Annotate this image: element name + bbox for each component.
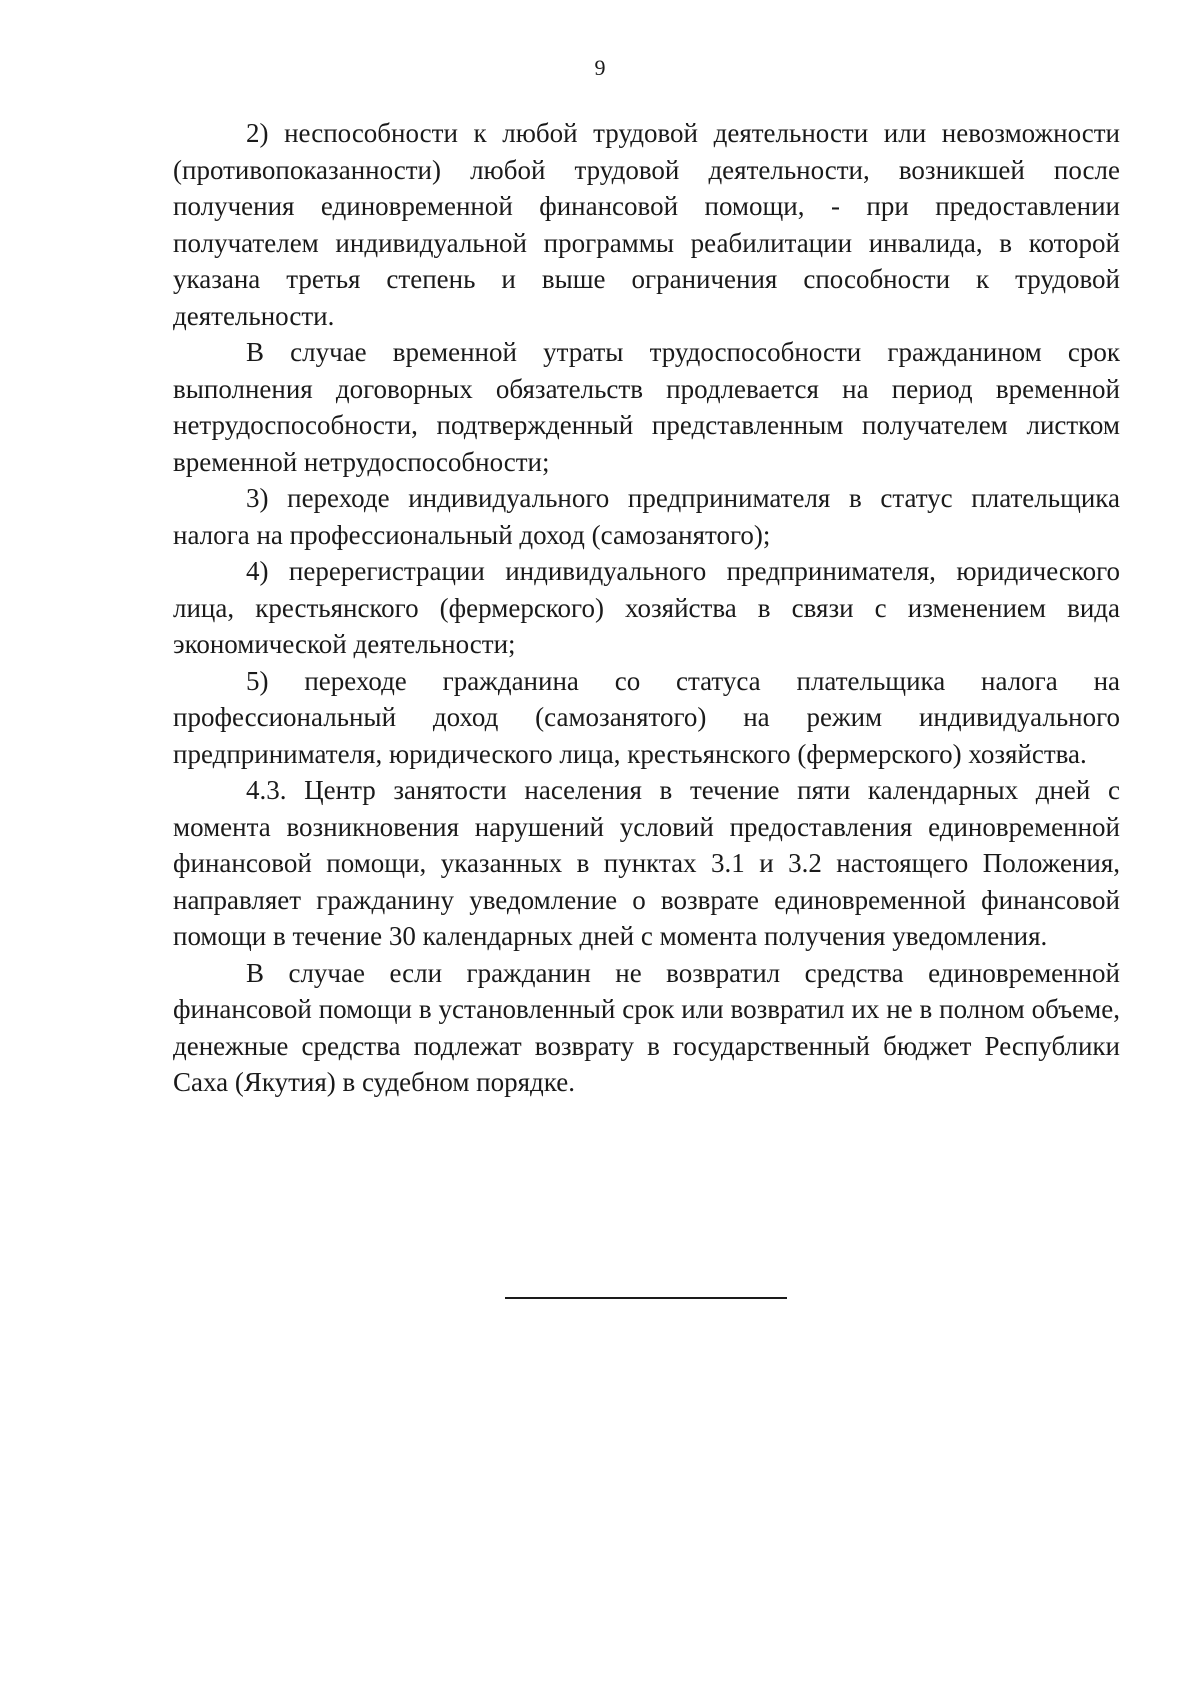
paragraph-temporary-disability: В случае временной утраты трудоспособности гражданином срок выполнения договорных обязательств продлевается на период временной нетрудоспособности, подтвержденный представленным получателем листком временной нетрудоспособности; <box>173 337 1120 477</box>
page-number: 9 <box>594 55 606 80</box>
paragraph-clause-4-3: 4.3. Центр занятости населения в течение пяти календарных дней с момента возникновения нарушений условий предоставления единовременной финансовой помощи, указанных в пунктах 3.1 и 3.2 настоящего Положения, направляет гражданину уведомление о возврате единовременной финансовой помощи в течение 30 календарных дней с момента получения уведомления. <box>173 775 1120 951</box>
paragraph-court-recovery: В случае если гражданин не возвратил средства единовременной финансовой помощи в установленный срок или возвратил их не в полном объеме, денежные средства подлежат возврату в государственный бюджет Республики Саха (Якутия) в судебном порядке. <box>173 957 1120 1097</box>
end-of-document-rule <box>505 1297 787 1299</box>
document-body <box>173 115 1120 1101</box>
paragraph-item-5-regime-change: 5) переходе гражданина со статуса плательщика налога на профессиональный доход (самозанятого) на режим индивидуального предпринимателя, юридического лица, крестьянского (фермерского) хозяйства. <box>173 665 1120 769</box>
paragraph-item-2-incapacity: 2) неспособности к любой трудовой деятельности или невозможности (противопоказанности) любой трудовой деятельности, возникшей после получения единовременной финансовой помощи, - при предоставлении получателем индивидуальной программы реабилитации инвалида, в которой указана третья степень и выше ограничения способности к трудовой деятельности. <box>173 118 1120 331</box>
paragraph-item-3-self-employed: 3) переходе индивидуального предпринимателя в статус плательщика налога на профессиональный доход (самозанятого); <box>173 483 1120 550</box>
paragraph-item-4-reregistration: 4) перерегистрации индивидуального предпринимателя, юридического лица, крестьянского (фермерского) хозяйства в связи с изменением вида экономической деятельности; <box>173 556 1120 659</box>
